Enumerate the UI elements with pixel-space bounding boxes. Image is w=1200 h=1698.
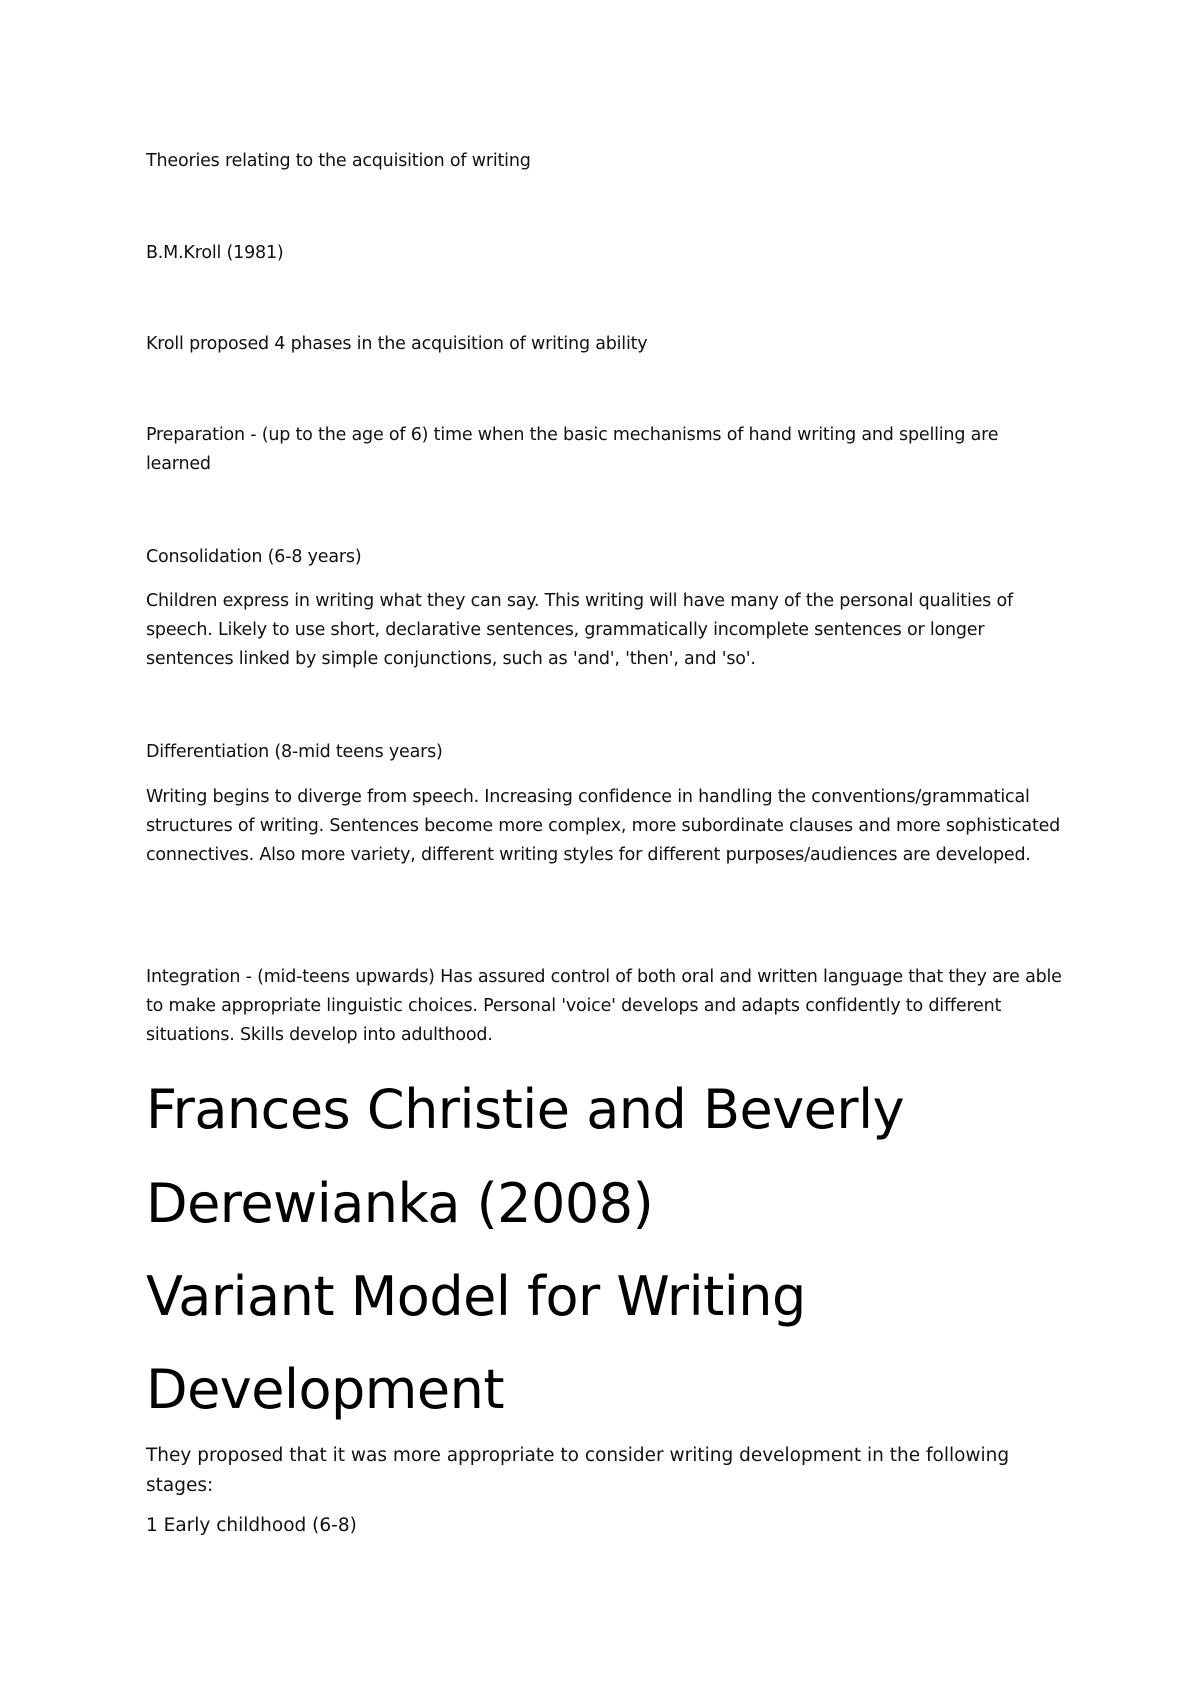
differentiation-paragraph: Writing begins to diverge from speech. Increasing confidence in handling the conventions/grammatical structures of writing. Sentences become more complex, more subordinate clauses and more sophisticated connectives. Also more variety, different writing styles for different purposes/audiences are developed. bbox=[146, 787, 1061, 865]
christie-heading-line-2: Derewianka (2008) bbox=[146, 1172, 654, 1235]
kroll-author: B.M.Kroll (1981) bbox=[146, 243, 284, 263]
differentiation-heading: Differentiation (8-mid teens years) bbox=[146, 742, 443, 762]
christie-heading-line-1: Frances Christie and Beverly bbox=[146, 1078, 905, 1141]
christie-heading-line-3: Variant Model for Writing bbox=[146, 1265, 806, 1328]
christie-intro: They proposed that it was more appropriate to consider writing development in the following stages: bbox=[146, 1445, 1010, 1496]
document-title: Theories relating to the acquisition of writing bbox=[146, 151, 531, 171]
consolidation-paragraph: Children express in writing what they can say. This writing will have many of the personal qualities of speech. Likely to use short, declarative sentences, grammatically incomplete sentences or longer sentences linked by simple conjunctions, such as 'and', 'then', and 'so'. bbox=[146, 591, 1013, 669]
christie-stage-1: 1 Early childhood (6-8) bbox=[146, 1515, 357, 1536]
christie-heading-line-4: Development bbox=[146, 1358, 505, 1421]
kroll-intro: Kroll proposed 4 phases in the acquisition of writing ability bbox=[146, 334, 648, 354]
consolidation-heading: Consolidation (6-8 years) bbox=[146, 547, 362, 567]
preparation-paragraph: Preparation - (up to the age of 6) time when the basic mechanisms of hand writing and spelling are learned bbox=[146, 425, 999, 474]
integration-paragraph: Integration - (mid-teens upwards) Has assured control of both oral and written language that they are able to make appropriate linguistic choices. Personal 'voice' develops and adapts confidently to different situations. Skills develop into adulthood. bbox=[146, 967, 1062, 1045]
